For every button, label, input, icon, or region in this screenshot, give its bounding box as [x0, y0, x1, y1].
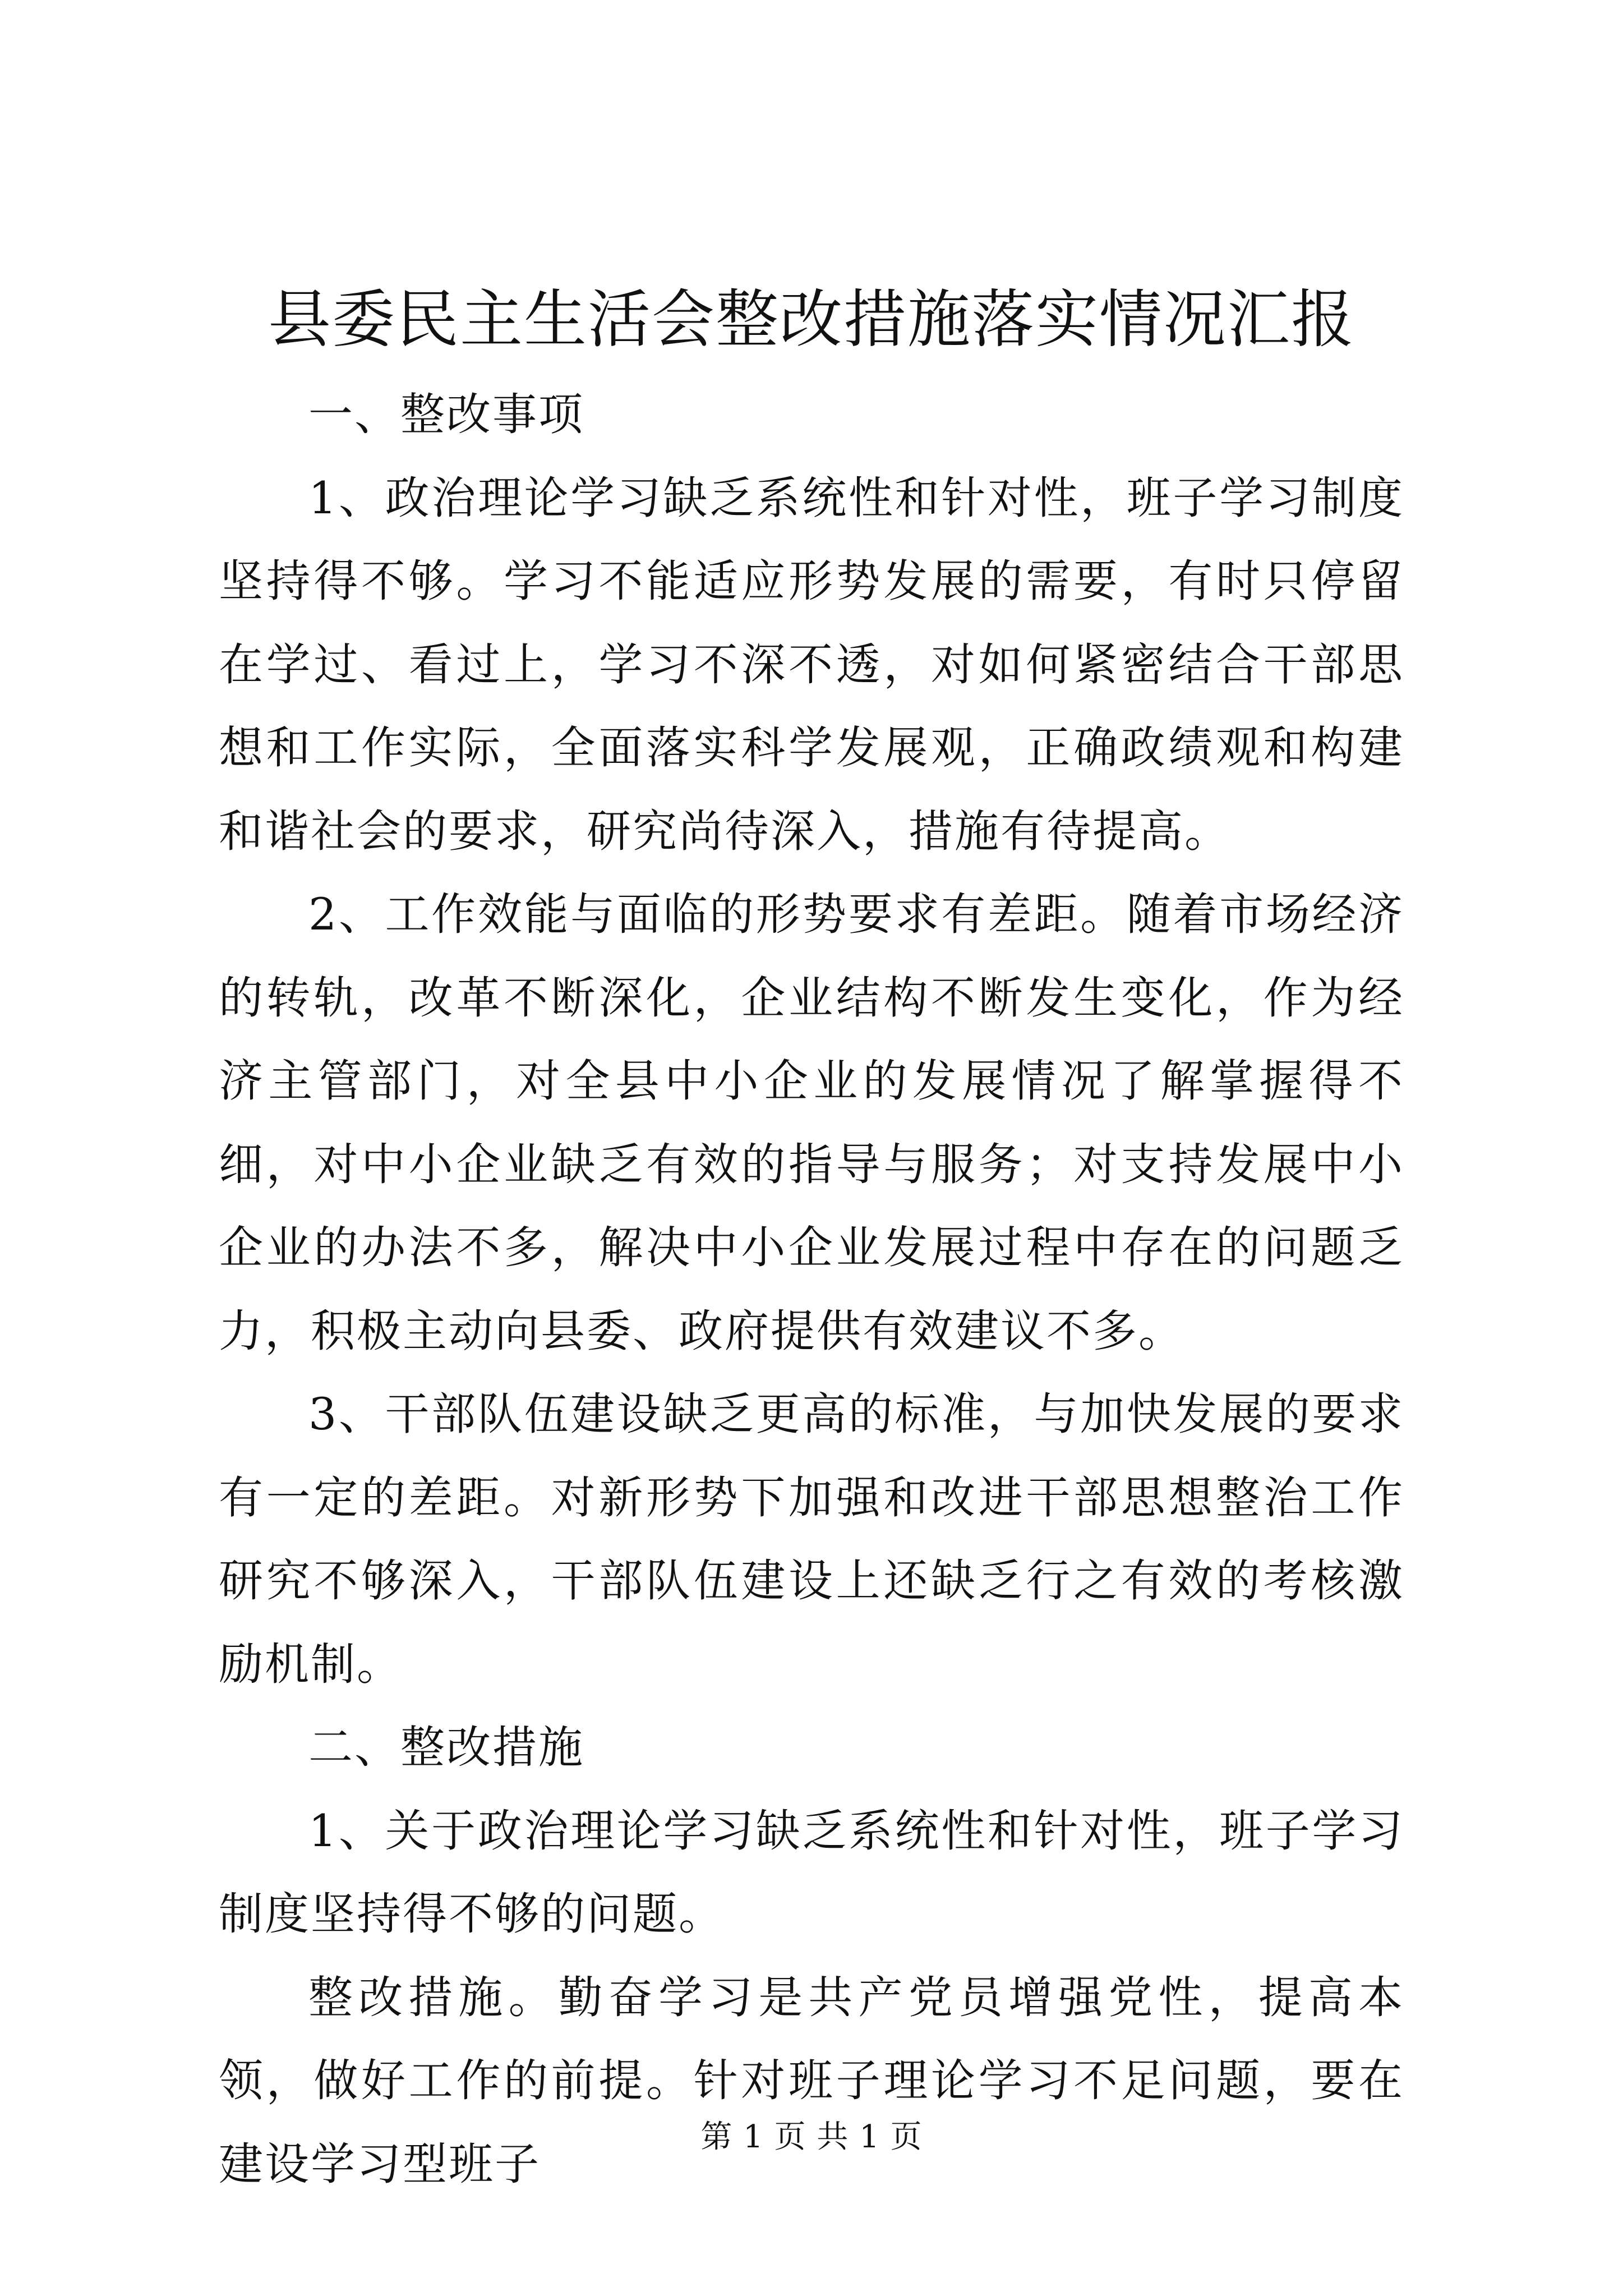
document-title: 县委民主生活会整改措施落实情况汇报 [268, 283, 1355, 356]
paragraph-measure-1-detail: 整改措施。勤奋学习是共产党员增强党性，提高本领，做好工作的前提。针对班子理论学习不足问题，要在建设学习型班子 [219, 1971, 1404, 2190]
document-body [219, 373, 1404, 2206]
paragraph-issue-3: 3、干部队伍建设缺乏更高的标准，与加快发展的要求有一定的差距。对新形势下加强和改进干部思想整治工作研究不够深入，干部队伍建设上还缺乏行之有效的考核激励机制。 [219, 1388, 1404, 1690]
section-heading-issues: 一、整改事项 [308, 389, 584, 440]
paragraph-measure-1: 1、关于政治理论学习缺乏系统性和针对性，班子学习制度坚持得不够的问题。 [219, 1805, 1404, 1940]
paragraph-issue-1: 1、政治理论学习缺乏系统性和针对性，班子学习制度坚持得不够。学习不能适应形势发展的需要，有时只停留在学过、看过上，学习不深不透，对如何紧密结合干部思想和工作实际，全面落实科学发展观，正确政绩观和构建和谐社会的要求，研究尚待深入，措施有待提高。 [219, 472, 1404, 857]
section-heading-measures: 二、整改措施 [308, 1722, 584, 1773]
page-footer: 第 1 页 共 1 页 [700, 2119, 923, 2155]
paragraph-issue-2: 2、工作效能与面临的形势要求有差距。随着市场经济的转轨，改革不断深化，企业结构不断发生变化，作为经济主管部门，对全县中小企业的发展情况了解掌握得不细，对中小企业缺乏有效的指导与服务；对支持发展中小企业的办法不多，解决中小企业发展过程中存在的问题乏力，积极主动向县委、政府提供有效建议不多。 [219, 889, 1404, 1357]
